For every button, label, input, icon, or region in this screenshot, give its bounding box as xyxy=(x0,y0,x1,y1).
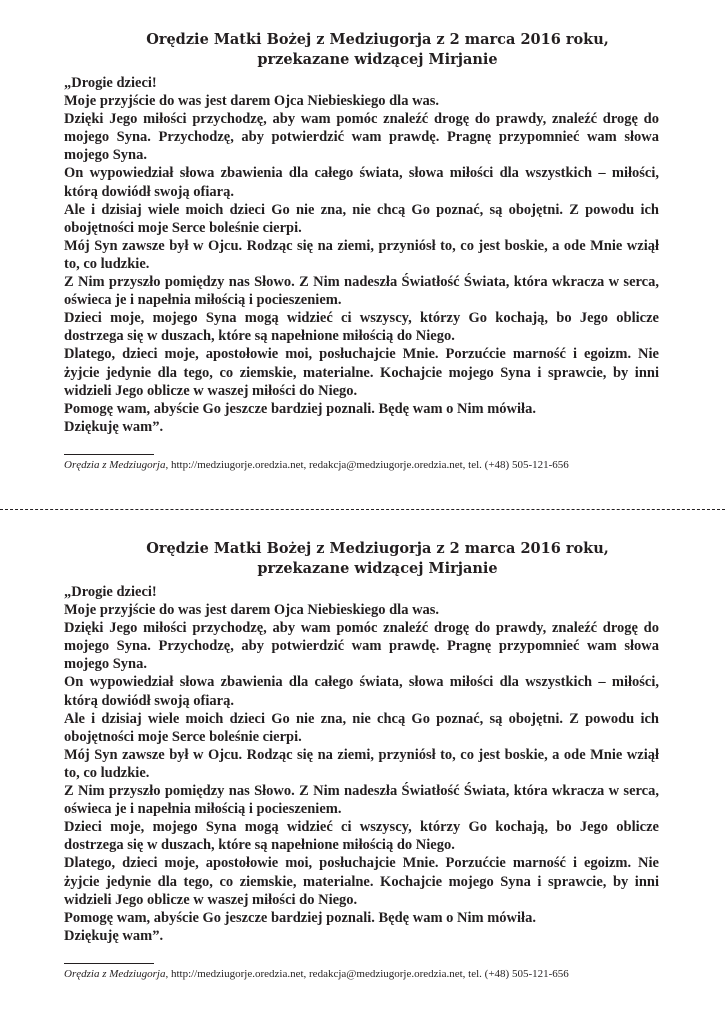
leaflet-bottom xyxy=(0,539,725,980)
message-line: On wypowiedział słowa zbawienia dla całego świata, słowa miłości dla wszystkich – miłości, którą dowiódł swoją ofiarą. xyxy=(64,674,659,709)
message-line: Pomogę wam, abyście Go jeszcze bardziej poznali. Będę wam o Nim mówiła. xyxy=(64,400,536,417)
message-line: Ale i dzisiaj wiele moich dzieci Go nie zna, nie chcą Go poznać, są obojętni. Z powodu ich obojętności moje Serce boleśnie cierpi. xyxy=(64,710,659,745)
message-line: Pomogę wam, abyście Go jeszcze bardziej poznali. Będę wam o Nim mówiła. xyxy=(64,909,536,926)
title-line-1: Orędzie Matki Bożej z Medziugorja z 2 marca 2016 roku, xyxy=(146,540,609,557)
message-line: Dziękuję wam”. xyxy=(64,927,164,944)
title-line-2: przekazane widzącej Mirjanie xyxy=(257,51,498,68)
footer-credit xyxy=(64,967,684,981)
message-line: Z Nim przyszło pomiędzy nas Słowo. Z Nim nadeszła Światłość Świata, która wkracza w serca, oświeca je i napełnia miłością i pocieszeniem. xyxy=(64,274,659,309)
message-line: Dzieci moje, mojego Syna mogą widzieć ci wszyscy, którzy Go kochają, bo Jego oblicze dostrzega się w duszach, które są napełnione miłością do Niego. xyxy=(64,310,659,345)
message-line: Dlatego, dzieci moje, apostołowie moi, posłuchajcie Mnie. Porzućcie marność i egoizm. Nie żyjcie jedynie dla tego, co ziemskie, materialne. Kochajcie mojego Syna i sprawcie, by inni widzieli Jego oblicze w waszej miłości do Niego. xyxy=(64,855,659,908)
message-line: Dzięki Jego miłości przychodzę, aby wam pomóc znaleźć drogę do prawdy, znaleźć drogę do mojego Syna. Przychodzę, aby potwierdzić wam prawdę. Pragnę przypomnieć wam słowa mojego Syna. xyxy=(64,620,659,673)
footer-source: Orędzia z Medziugorja xyxy=(64,459,166,471)
leaflet-top xyxy=(0,30,725,471)
message-line: Z Nim przyszło pomiędzy nas Słowo. Z Nim nadeszła Światłość Świata, która wkracza w serca, oświeca je i napełnia miłością i pocieszeniem. xyxy=(64,783,659,818)
message-line: Dziękuję wam”. xyxy=(64,418,164,435)
message-line: „Drogie dzieci! xyxy=(64,584,157,600)
message-line: Dzięki Jego miłości przychodzę, aby wam pomóc znaleźć drogę do prawdy, znaleźć drogę do mojego Syna. Przychodzę, aby potwierdzić wam prawdę. Pragnę przypomnieć wam słowa mojego Syna. xyxy=(64,111,659,164)
title-line-2: przekazane widzącej Mirjanie xyxy=(257,560,498,577)
footer-source: Orędzia z Medziugorja xyxy=(64,968,166,980)
message-line: On wypowiedział słowa zbawienia dla całego świata, słowa miłości dla wszystkich – miłości, którą dowiódł swoją ofiarą. xyxy=(64,165,659,200)
message-line: Ale i dzisiaj wiele moich dzieci Go nie zna, nie chcą Go poznać, są obojętni. Z powodu ich obojętności moje Serce boleśnie cierpi. xyxy=(64,201,659,236)
message-line: Dlatego, dzieci moje, apostołowie moi, posłuchajcie Mnie. Porzućcie marność i egoizm. Nie żyjcie jedynie dla tego, co ziemskie, materialne. Kochajcie mojego Syna i sprawcie, by inni widzieli Jego oblicze w waszej miłości do Niego. xyxy=(64,346,659,399)
footnote-rule xyxy=(64,454,154,455)
footer-details: , http://medziugorje.oredzia.net, redakcja@medziugorje.oredzia.net, tel. (+48) 505-121-656 xyxy=(165,968,569,980)
footnote-rule xyxy=(64,963,154,964)
message-body xyxy=(64,74,659,436)
message-line: Mój Syn zawsze był w Ojcu. Rodząc się na ziemi, przyniósł to, co jest boskie, a ode Mnie wziął to, co ludzkie. xyxy=(64,237,659,272)
cut-line xyxy=(0,509,725,510)
message-line: Moje przyjście do was jest darem Ojca Niebieskiego dla was. xyxy=(64,602,440,619)
footer-credit xyxy=(64,458,684,472)
message-line: Moje przyjście do was jest darem Ojca Niebieskiego dla was. xyxy=(64,93,440,110)
message-line: Mój Syn zawsze był w Ojcu. Rodząc się na ziemi, przyniósł to, co jest boskie, a ode Mnie wziął to, co ludzkie. xyxy=(64,746,659,781)
message-body xyxy=(64,583,659,945)
message-title xyxy=(0,30,725,70)
message-line: „Drogie dzieci! xyxy=(64,75,157,91)
message-title xyxy=(0,539,725,579)
title-line-1: Orędzie Matki Bożej z Medziugorja z 2 marca 2016 roku, xyxy=(146,31,609,48)
footer-details: , http://medziugorje.oredzia.net, redakcja@medziugorje.oredzia.net, tel. (+48) 505-121-656 xyxy=(165,459,569,471)
message-line: Dzieci moje, mojego Syna mogą widzieć ci wszyscy, którzy Go kochają, bo Jego oblicze dostrzega się w duszach, które są napełnione miłością do Niego. xyxy=(64,819,659,854)
